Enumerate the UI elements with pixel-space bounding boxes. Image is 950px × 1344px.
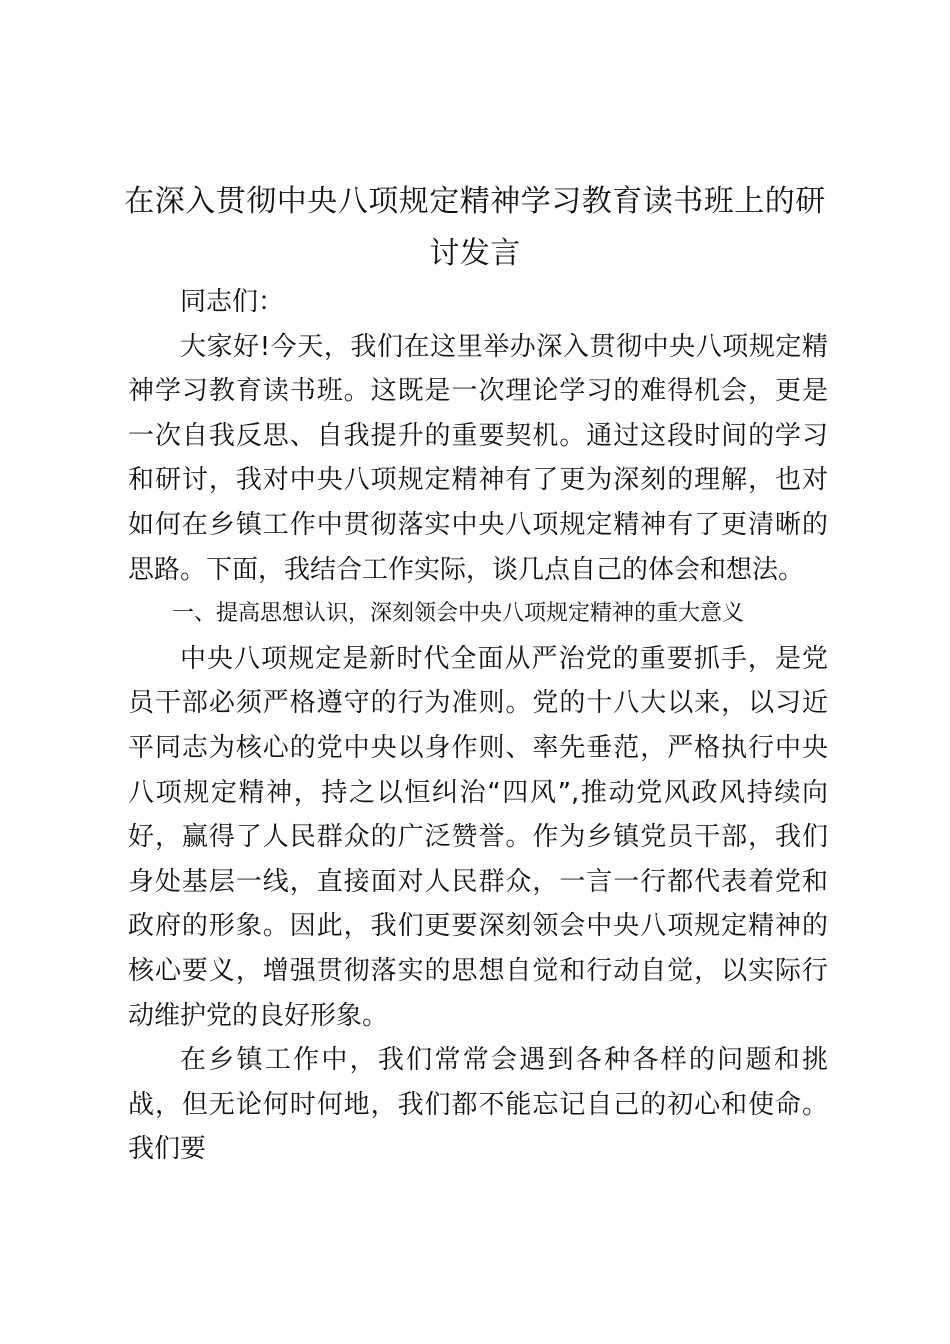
document-body bbox=[128, 280, 828, 1172]
section-heading: 一、提高思想认识，深刻领会中央八项规定精神的重大意义 bbox=[172, 601, 745, 627]
paragraph-section-2: 在乡镇工作中，我们常常会遇到各种各样的问题和挑战，但无论何时何地，我们都不能忘记自己的初心和使命。我们要 bbox=[128, 1045, 828, 1165]
paragraph-intro: 大家好!今天，我们在这里举办深入贯彻中央八项规定精神学习教育读书班。这既是一次理论学习的难得机会，更是一次自我反思、自我提升的重要契机。通过这段时间的学习和研讨，我对中央八项规定精神有了更为深刻的理解，也对如何在乡镇工作中贯彻落实中央八项规定精神有了更清晰的思路。下面，我结合工作实际，谈几点自己的体会和想法。 bbox=[128, 331, 828, 585]
document-title: 在深入贯彻中央八项规定精神学习教育读书班上的研讨发言 bbox=[124, 184, 826, 271]
salutation: 同志们： bbox=[180, 287, 285, 317]
paragraph-section-1: 中央八项规定是新时代全面从严治党的重要抓手，是党员干部必须严格遵守的行为准则。党的十八大以来，以习近平同志为核心的党中央以身作则、率先垂范，严格执行中央八项规定精神，持之以恒纠治“四风”,推动党风政风持续向好，赢得了人民群众的广泛赞誉。作为乡镇党员干部，我们身处基层一线，直接面对人民群众，一言一行都代表着党和政府的形象。因此，我们更要深刻领会中央八项规定精神的核心要义，增强贯彻落实的思想自觉和行动自觉，以实际行动维护党的良好形象。 bbox=[128, 643, 828, 1031]
